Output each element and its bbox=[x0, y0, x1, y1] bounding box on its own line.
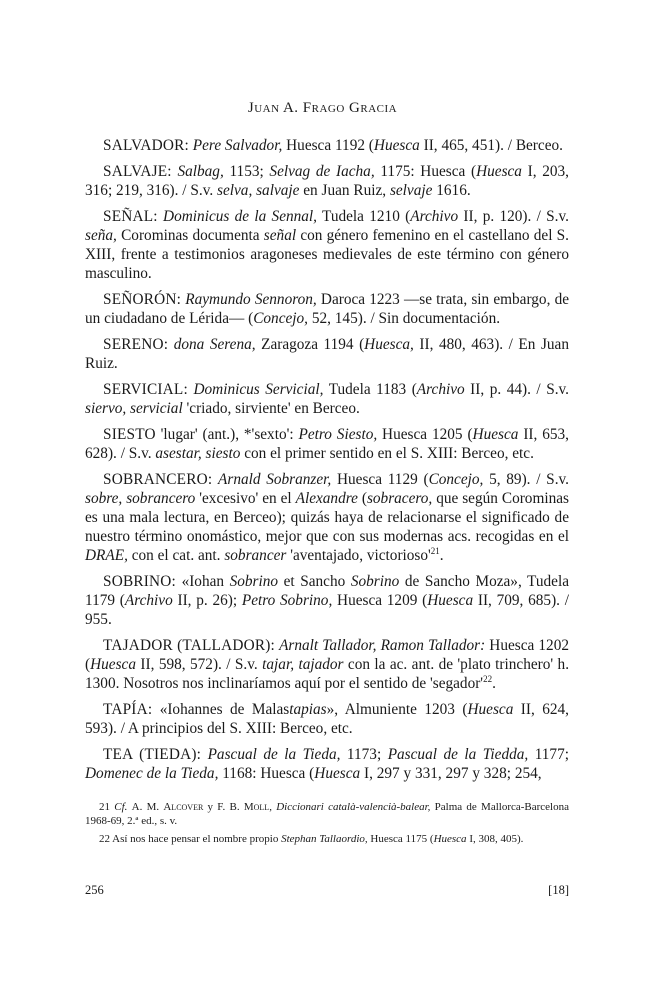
text-run: I, 297 y 331, 297 y 328; 254, bbox=[360, 765, 542, 782]
entry-headword: SALVADOR: bbox=[103, 137, 189, 154]
text-run: con género femenino en el castellano del S. XIII, frente a testimonios aragoneses medievales de este término con género masculino. bbox=[85, 227, 569, 282]
text-run: 1177; bbox=[528, 746, 569, 763]
italic-text: dona Serena, bbox=[173, 336, 256, 353]
italic-text: Huesca bbox=[373, 137, 420, 154]
text-run: I, 308, 405). bbox=[466, 833, 524, 845]
dictionary-entry bbox=[85, 162, 569, 200]
text-run: y F. B. bbox=[203, 801, 244, 813]
dictionary-entry bbox=[85, 470, 569, 565]
text-run: Huesca 1205 ( bbox=[377, 426, 473, 443]
text-run: 1616. bbox=[432, 182, 471, 199]
text-run: 'excesivo' en el bbox=[195, 490, 296, 507]
text-run: I, 203, 316; 219, 316). / S.v. bbox=[85, 163, 570, 199]
text-run: 1175: Huesca ( bbox=[374, 163, 477, 180]
text-run: 1153; bbox=[223, 163, 270, 180]
text-run: Daroca 1223 —se trata, sin embargo, de un ciudadano de Lérida— ( bbox=[85, 291, 570, 327]
text-run: . bbox=[439, 547, 444, 564]
italic-text: Sobrino bbox=[229, 573, 279, 590]
text-run: II, p. 44). / S.v. bbox=[464, 381, 570, 398]
text-run: «Iohan bbox=[176, 573, 230, 590]
italic-text: selva, salvaje bbox=[217, 182, 300, 199]
small-caps-text: Alcover bbox=[163, 801, 204, 813]
dictionary-entry bbox=[85, 636, 569, 693]
dictionary-entry bbox=[85, 700, 569, 738]
italic-text: Petro Sobrino, bbox=[241, 592, 333, 609]
text-run: , bbox=[269, 801, 277, 813]
footnote bbox=[85, 800, 569, 828]
text-run: con la ac. ant. de 'plato trinchero' h. 1300. Nosotros nos inclinaríamos aquí por el sentido de 'segador' bbox=[85, 656, 570, 692]
entry-headword: SERVICIAL: bbox=[103, 381, 188, 398]
text-run: Huesca 1202 ( bbox=[85, 637, 569, 673]
footnote bbox=[85, 832, 569, 846]
italic-text: DRAE, bbox=[85, 547, 128, 564]
text-run: en Juan Ruiz, bbox=[299, 182, 390, 199]
italic-text: tajar, tajador bbox=[262, 656, 344, 673]
dictionary-entry bbox=[85, 380, 569, 418]
text-run: II, 480, 463). / En Juan Ruiz. bbox=[85, 336, 569, 372]
entry-headword: SEÑORÓN: bbox=[103, 291, 182, 308]
text-run: Huesca 1175 ( bbox=[367, 833, 434, 845]
entry-headword: SALVAJE: bbox=[103, 163, 172, 180]
italic-text: sobre, sobrancero bbox=[85, 490, 196, 507]
text-run: 1173; bbox=[340, 746, 388, 763]
italic-text: Concejo, bbox=[428, 471, 484, 488]
text-run: Palma de Mallorca-Barcelona 1968-69, 2.ª ed., s. v. bbox=[85, 801, 569, 827]
text-run: Huesca 1192 ( bbox=[282, 137, 374, 154]
italic-text: Concejo, bbox=[253, 310, 309, 327]
text-run: A. M. bbox=[131, 801, 164, 813]
italic-text: Stephan Tallaordio, bbox=[281, 833, 368, 845]
italic-text: Arnald Sobranzer, bbox=[218, 471, 332, 488]
text-run: », Almuniente 1203 ( bbox=[326, 701, 468, 718]
italic-text: Selvag de Iacha, bbox=[269, 163, 375, 180]
text-run: II, 709, 685). / 955. bbox=[85, 592, 569, 628]
text-run: 5, 89). / S.v. bbox=[483, 471, 569, 488]
text-run: con el cat. ant. bbox=[127, 547, 225, 564]
italic-text: Huesca bbox=[467, 701, 514, 718]
italic-text: sobracero, bbox=[366, 490, 433, 507]
text-run: 'criado, sirviente' en Berceo. bbox=[182, 400, 360, 417]
text-run: que según Corominas es una mala lectura, en Berceo); quizás haya de relacionarse el significado de nuestro término onomástico, mejor que con sus modernas acs. recogidas en el bbox=[85, 490, 569, 545]
text-run: Zaragoza 1194 ( bbox=[255, 336, 365, 353]
dictionary-entry bbox=[85, 572, 569, 629]
italic-text: Huesca bbox=[314, 765, 361, 782]
text-run: II, 624, 593). / A principios del S. XIII: Berceo, etc. bbox=[85, 701, 569, 737]
text-run: 1168: Huesca ( bbox=[218, 765, 315, 782]
text-run: Así nos hace pensar el nombre propio bbox=[110, 833, 282, 845]
footnotes bbox=[85, 800, 569, 850]
italic-text: Pascual de la Tiedda, bbox=[387, 746, 529, 763]
italic-text: Huesca bbox=[476, 163, 522, 180]
italic-text: Pere Salvador, bbox=[192, 137, 283, 154]
text-run: 'lugar' (ant.), *'sexto': bbox=[155, 426, 299, 443]
entry-headword: SOBRINO: bbox=[103, 573, 176, 590]
italic-text: Archivo bbox=[416, 381, 465, 398]
entry-headword: TAJADOR (TALLADOR): bbox=[103, 637, 275, 654]
italic-text: Huesca, bbox=[364, 336, 414, 353]
text-run: II, p. 26); bbox=[172, 592, 242, 609]
italic-text: Huesca bbox=[433, 833, 467, 845]
italic-text: Huesca bbox=[472, 426, 519, 443]
italic-text: Pascual de la Tieda, bbox=[207, 746, 341, 763]
italic-text: Arnalt Tallador, Ramon Tallador: bbox=[279, 637, 486, 654]
dictionary-entries bbox=[85, 136, 569, 790]
italic-text: Archivo bbox=[410, 208, 459, 225]
italic-text: Diccionari català-valencià-balear, bbox=[276, 801, 431, 813]
text-run: con el primer sentido en el S. XIII: Berceo, etc. bbox=[240, 445, 534, 462]
italic-text: sobrancer bbox=[224, 547, 287, 564]
italic-text: Raymundo Sennoron, bbox=[185, 291, 317, 308]
italic-text: siervo, servicial bbox=[85, 400, 183, 417]
text-run: «Iohannes de Malas bbox=[152, 701, 290, 718]
text-run: II, 653, 628). / S.v. bbox=[85, 426, 569, 462]
italic-text: Alexandre bbox=[295, 490, 358, 507]
page-number: 256 bbox=[85, 883, 104, 897]
italic-text: señal bbox=[263, 227, 297, 244]
footnote-marker: 21 bbox=[430, 545, 440, 556]
italic-text: Archivo bbox=[124, 592, 173, 609]
text-run: 'aventajado, victorioso' bbox=[286, 547, 431, 564]
footnote-marker: 22 bbox=[483, 673, 493, 684]
italic-text: selvaje bbox=[389, 182, 433, 199]
italic-text: Dominicus Servicial, bbox=[193, 381, 324, 398]
dictionary-entry bbox=[85, 335, 569, 373]
text-run: II, 598, 572). / S.v. bbox=[136, 656, 263, 673]
small-caps-text: Moll bbox=[243, 801, 270, 813]
text-run: Huesca 1209 ( bbox=[332, 592, 428, 609]
text-run: et Sancho bbox=[278, 573, 351, 590]
bracket-page-number: [18] bbox=[548, 883, 569, 897]
italic-text: seña, bbox=[85, 227, 117, 244]
italic-text: Huesca bbox=[427, 592, 474, 609]
text-run: ( bbox=[357, 490, 367, 507]
text-run: Tudela 1210 ( bbox=[317, 208, 411, 225]
entry-headword: SIESTO bbox=[103, 426, 156, 443]
text-run: 52, 145). / Sin documentación. bbox=[308, 310, 501, 327]
text-run: II, p. 120). / S.v. bbox=[458, 208, 569, 225]
entry-headword: SOBRANCERO: bbox=[103, 471, 213, 488]
text-run: Tudela 1183 ( bbox=[323, 381, 417, 398]
dictionary-entry bbox=[85, 745, 569, 783]
entry-headword: TEA (TIEDA): bbox=[103, 746, 202, 763]
dictionary-entry bbox=[85, 136, 569, 155]
entry-headword: TAPÍA: bbox=[103, 701, 153, 718]
italic-text: Petro Siesto, bbox=[298, 426, 378, 443]
italic-text: Salbag, bbox=[177, 163, 224, 180]
text-run: Corominas documenta bbox=[116, 227, 264, 244]
text-run: Huesca 1129 ( bbox=[331, 471, 429, 488]
text-run: . bbox=[492, 675, 496, 692]
italic-text: Dominicus de la Sennal, bbox=[163, 208, 318, 225]
italic-text: asestar, siesto bbox=[155, 445, 241, 462]
text-run: II, 465, 451). / Berceo. bbox=[419, 137, 563, 154]
italic-text: tapias bbox=[289, 701, 327, 718]
dictionary-entry bbox=[85, 207, 569, 283]
footnote-number: 21 bbox=[99, 801, 110, 813]
dictionary-entry bbox=[85, 290, 569, 328]
footnote-number: 22 bbox=[99, 833, 110, 845]
entry-headword: SERENO: bbox=[103, 336, 169, 353]
dictionary-entry bbox=[85, 425, 569, 463]
italic-text: Huesca bbox=[90, 656, 136, 673]
running-header: Juan A. Frago Gracia bbox=[247, 100, 398, 116]
text-run: de Sancho Moza», Tudela 1179 ( bbox=[85, 573, 569, 609]
entry-headword: SEÑAL: bbox=[103, 208, 158, 225]
italic-text: Domenec de la Tieda, bbox=[85, 765, 219, 782]
italic-text: Sobrino bbox=[350, 573, 400, 590]
italic-text: Cf. bbox=[110, 801, 132, 813]
